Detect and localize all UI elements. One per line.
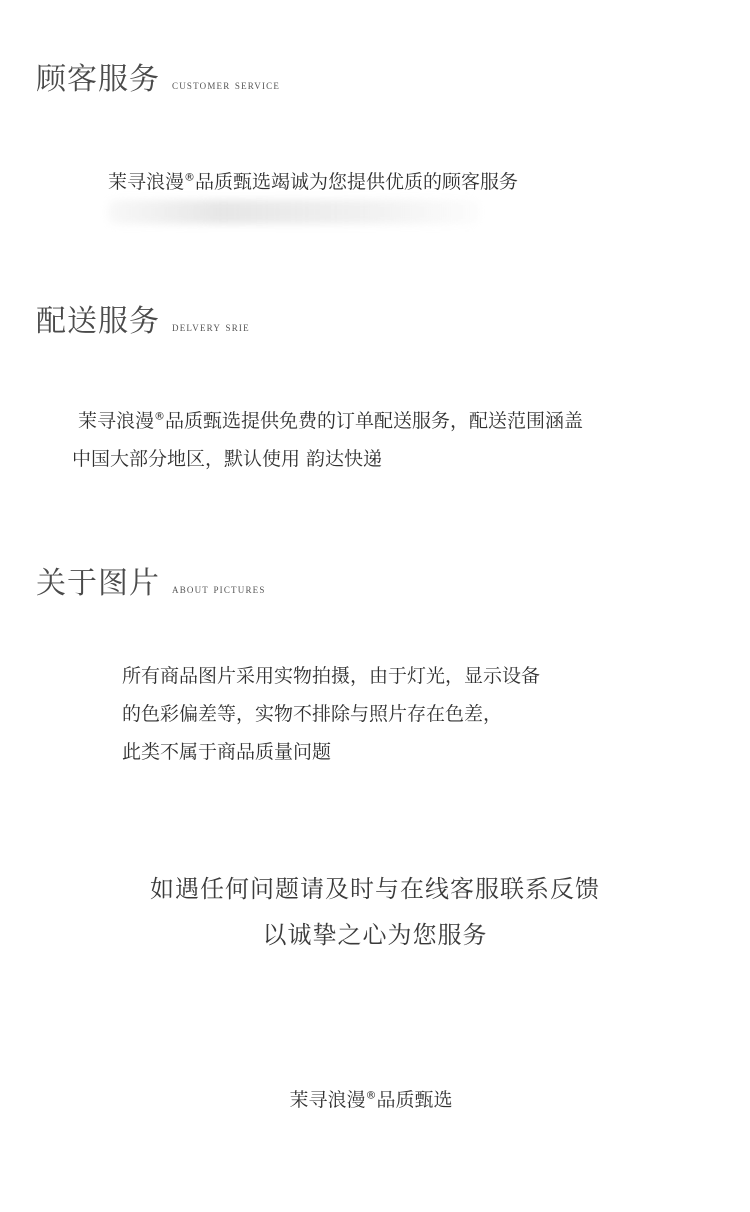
customer-service-heading — [36, 54, 280, 98]
delivery-title: 配送服务 — [36, 304, 160, 339]
registered-mark: ® — [154, 409, 166, 423]
customer-service-subtitle: customer service — [172, 77, 281, 92]
footer-brand — [0, 1085, 742, 1112]
blurred-text-strip — [108, 200, 480, 224]
customer-service-text — [108, 163, 518, 201]
closing-line-1: 如遇任何问题请及时与在线客服联系反馈 — [150, 875, 600, 903]
pictures-text — [122, 657, 540, 771]
pictures-line-2: 的色彩偏差等，实物不排除与照片存在色差， — [122, 703, 503, 725]
registered-mark: ® — [365, 1088, 377, 1102]
brand-name: 茉寻浪漫 — [78, 410, 155, 432]
delivery-text — [72, 402, 583, 478]
delivery-subtitle: delvery srie — [172, 319, 250, 334]
pictures-title: 关于图片 — [36, 566, 160, 601]
pictures-line-1: 所有商品图片采用实物拍摄，由于灯光，显示设备 — [122, 665, 541, 687]
delivery-line-2: 中国大部分地区，默认使用 韵达快递 — [72, 448, 383, 470]
customer-service-title: 顾客服务 — [36, 62, 160, 97]
delivery-line-1: 品质甄选提供免费的订单配送服务，配送范围涵盖 — [165, 410, 584, 432]
registered-mark: ® — [184, 170, 196, 184]
closing-line-2: 以诚挚之心为您服务 — [262, 921, 488, 949]
pictures-subtitle: about pictures — [172, 581, 266, 596]
closing-message — [0, 866, 750, 958]
delivery-heading — [36, 296, 250, 340]
customer-service-body: 品质甄选竭诚为您提供优质的顾客服务 — [195, 171, 519, 193]
pictures-line-3: 此类不属于商品质量问题 — [122, 741, 332, 763]
pictures-heading — [36, 558, 266, 602]
footer-brand-text: 品质甄选 — [376, 1089, 453, 1111]
footer-brand-name: 茉寻浪漫 — [289, 1089, 366, 1111]
brand-name: 茉寻浪漫 — [108, 171, 185, 193]
